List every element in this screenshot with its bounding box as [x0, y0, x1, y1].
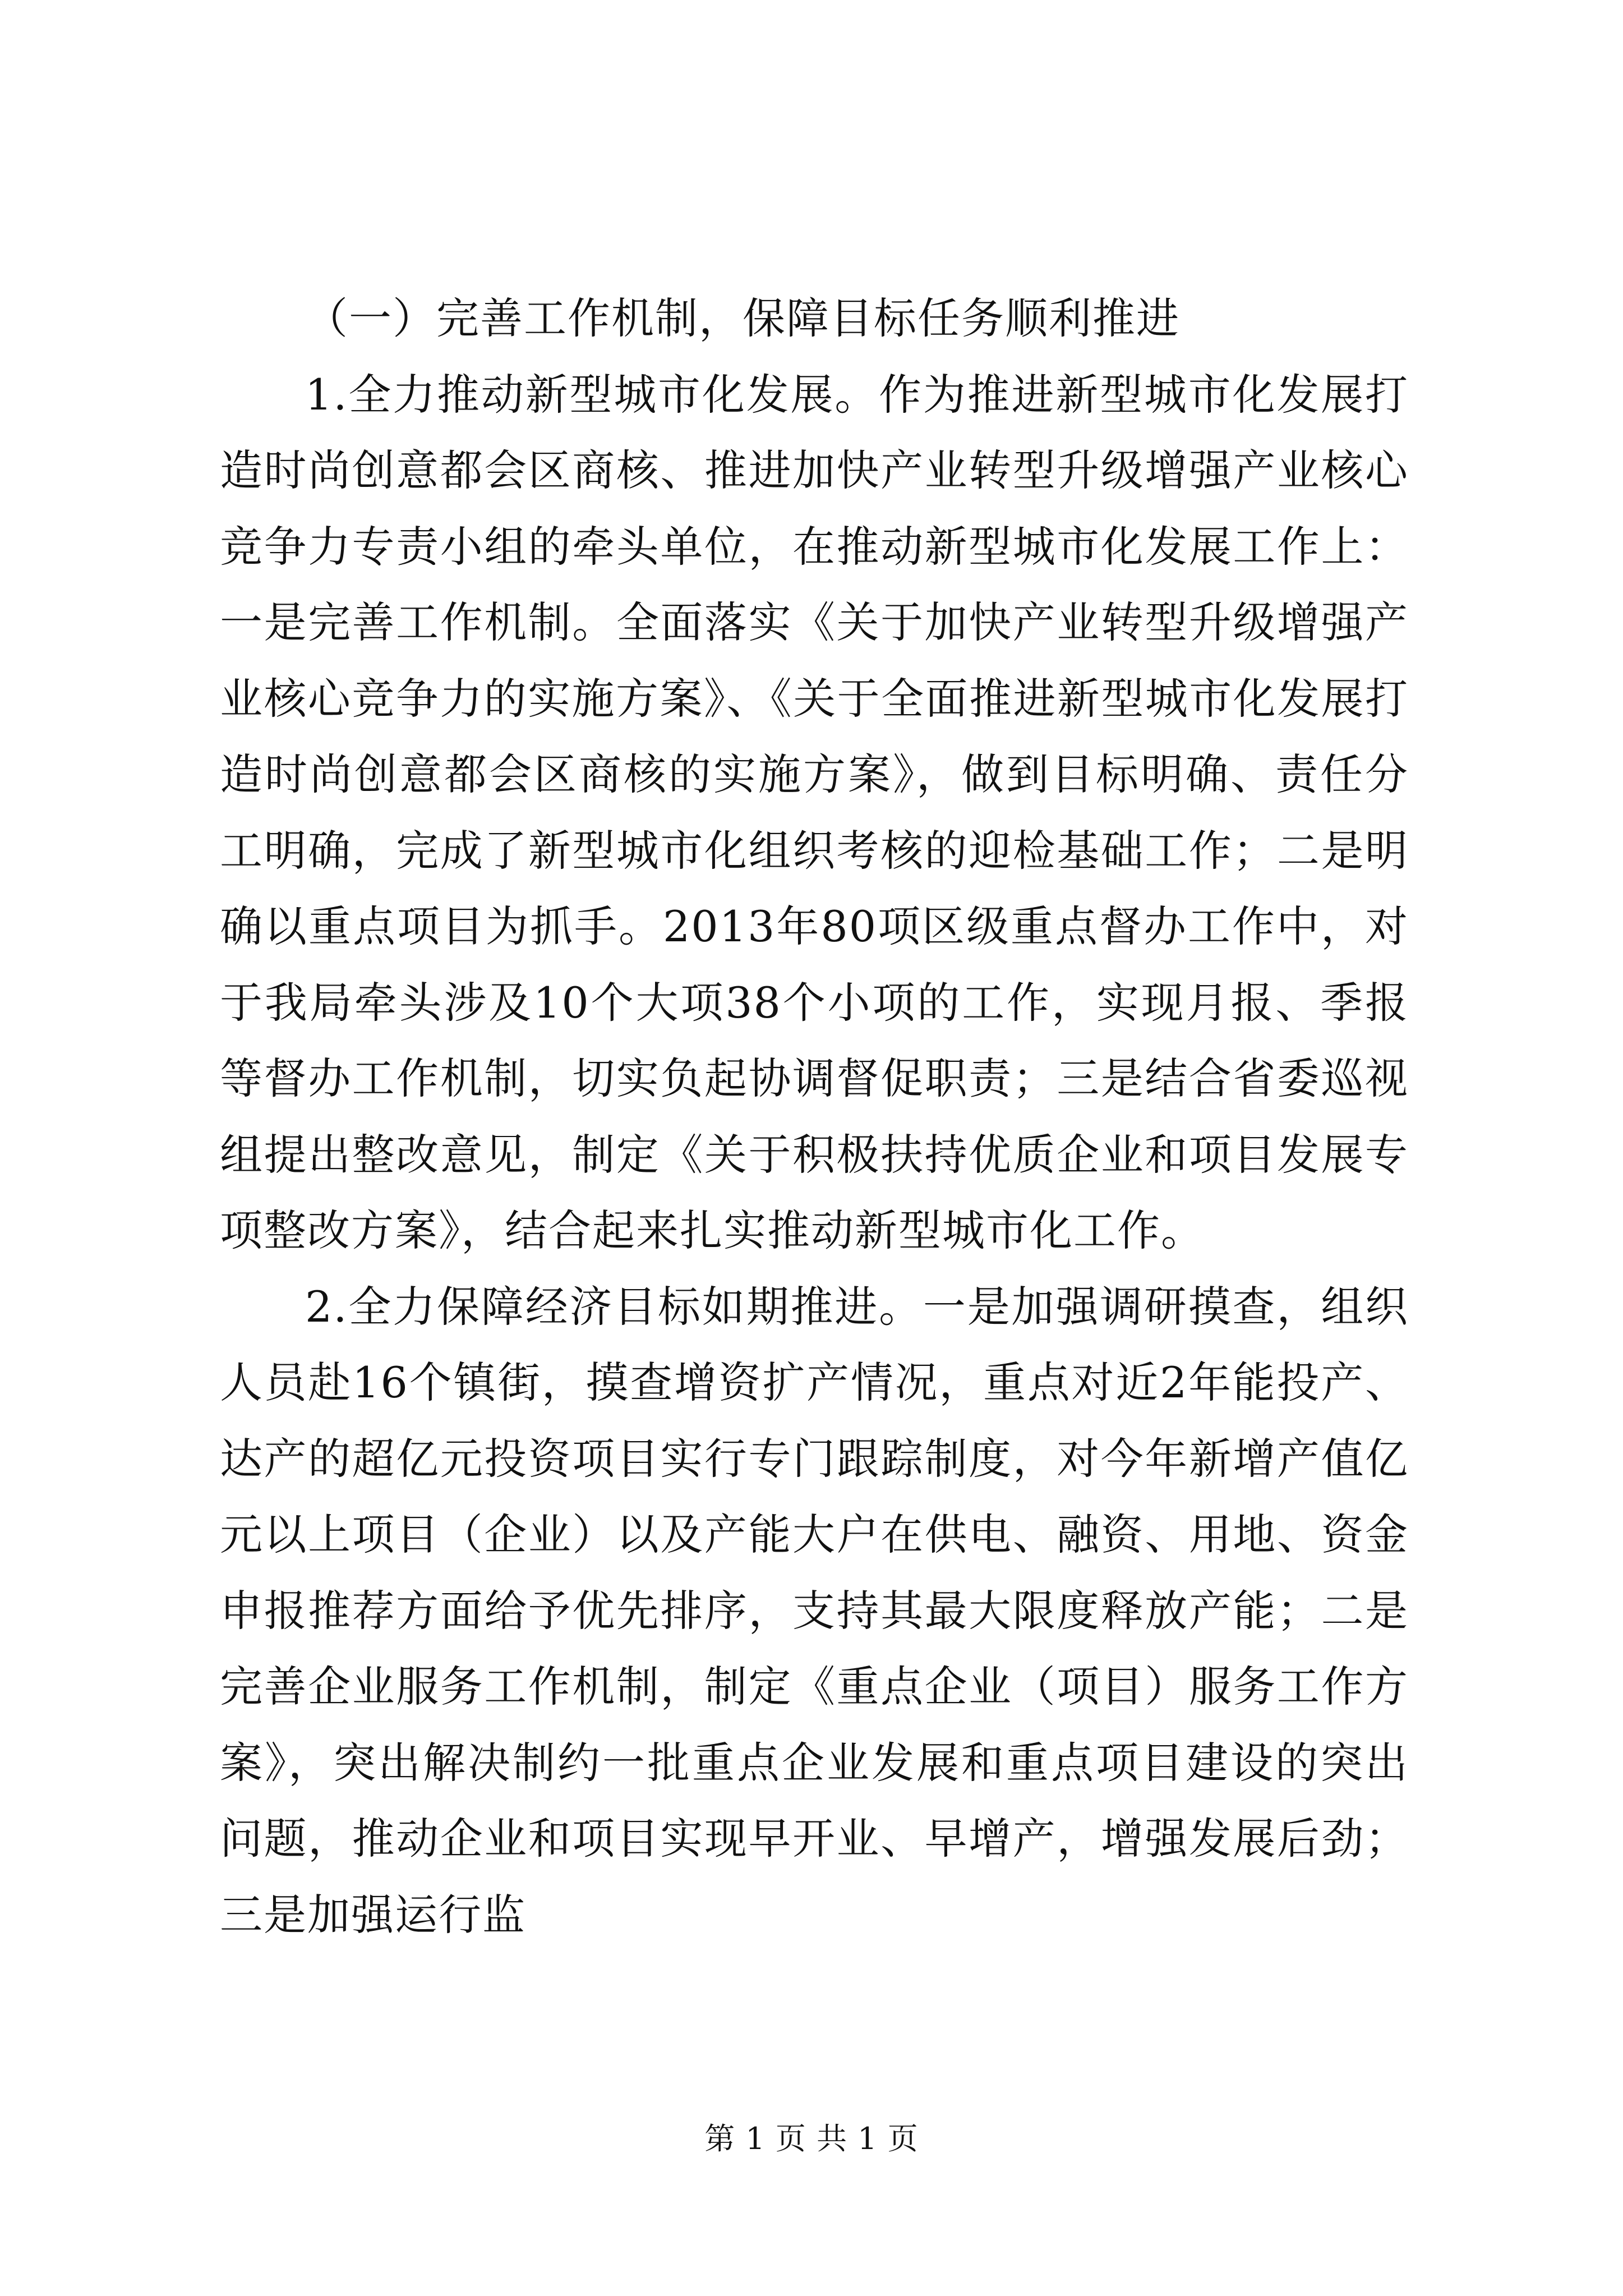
- section-heading: （一）完善工作机制，保障目标任务顺利推进: [305, 293, 1180, 343]
- page-footer: 第 1 页 共 1 页: [704, 2121, 919, 2156]
- paragraph-2: 2.全力保障经济目标如期推进。一是加强调研摸查，组织人员赴16个镇街，摸查增资扩产情况，重点对近2年能投产、达产的超亿元投资项目实行专门跟踪制度，对今年新增产值亿元以上项目（企业）以及产能大户在供电、融资、用地、资金申报推荐方面给予优先排序，支持其最大限度释放产能；二是完善企业服务工作机制，制定《重点企业（项目）服务工作方案》，突出解决制约一批重点企业发展和重点项目建设的突出问题，推动企业和项目实现早开业、早增产，增强发展后劲；三是加强运行监: [220, 1281, 1409, 1940]
- document-body: [220, 280, 1409, 1953]
- paragraph-1: 1.全力推动新型城市化发展。作为推进新型城市化发展打造时尚创意都会区商核、推进加快产业转型升级增强产业核心竞争力专责小组的牵头单位，在推动新型城市化发展工作上：一是完善工作机制。全面落实《关于加快产业转型升级增强产业核心竞争力的实施方案》、《关于全面推进新型城市化发展打造时尚创意都会区商核的实施方案》，做到目标明确、责任分工明确，完成了新型城市化组织考核的迎检基础工作；二是明确以重点项目为抓手。2013年80项区级重点督办工作中，对于我局牵头涉及10个大项38个小项的工作，实现月报、季报等督办工作机制，切实负起协调督促职责；三是结合省委巡视组提出整改意见，制定《关于积极扶持优质企业和项目发展专项整改方案》，结合起来扎实推动新型城市化工作。: [220, 369, 1409, 1255]
